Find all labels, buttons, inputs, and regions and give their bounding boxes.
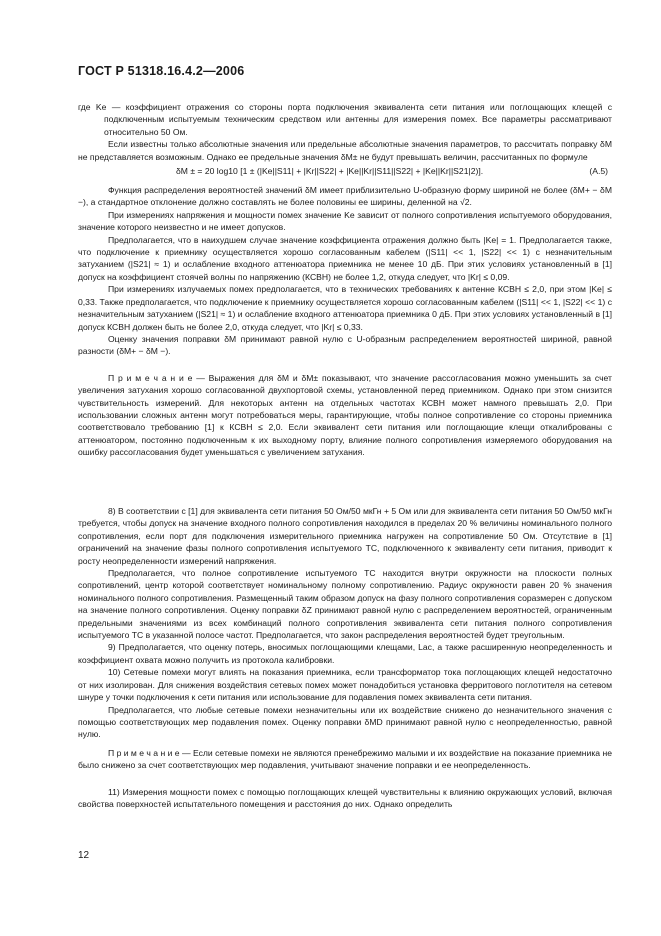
text-block-footnotes (78, 505, 612, 810)
paragraph-definition: где Ke — коэффициент отражения со стороны порта подключения эквивалента сети питания или поглощающих клещей с подключенным испытуемым техническим средством или антенны для измерения помех. Все параметры рассматривают относительно 50 Ом. (78, 102, 612, 137)
paragraph: Предполагается, что любые сетевые помехи незначительны или их воздействие снижено до незначительного значения с помощью соответствующих мер подавления помех. Оценку поправки δMD принимают равной нулю с неопределенностью, равной нулю. (78, 704, 612, 740)
paragraph: Предполагается, что в наихудшем случае значение коэффициента отражения должно быть |Ke| = 1. Предполагается также, что подключение к приемнику осуществляется хорошо согласованным кабелем (|S11| << 1, |S22| << 1) с незначительным затуханием (|S21| ≈ 1) и ослабление входного аттенюатора приемника не менее 10 дБ. При этих условиях установленный в [1] допуск на коэффициент стоячей волны по напряжению (КСВН) не более 1,2, откуда следует, что |Kr| ≤ 0,09. (78, 234, 612, 282)
paragraph: При измерениях напряжения и мощности помех значение Ke зависит от полного сопротивления испытуемого оборудования, значение которого неизвестно и не имеет допусков. (78, 209, 612, 233)
paragraph: Предполагается, что полное сопротивление испытуемого ТС находится внутри окружности на плоскости полных сопротивлений, центр которой соответствует номинальному полному сопротивлению. Радиус окружности равен 20 % значения номинального полного сопротивления. Размещенный таким образом допуск на фазу полного сопротивления соразмерен с допуском на значение полного сопротивления. Оценку поправки δZ принимают равной нулю с распределением вероятностей, ограниченным предельными значениями из всех комбинаций полного сопротивления эквивалента сети питания полного сопротивления испытуемого ТС в указанной полосе частот. Предполагается, что закон распределения вероятностей будет треугольным. (78, 568, 612, 641)
paragraph: При измерениях излучаемых помех предполагается, что в технических требованиях к антенне КСВН ≤ 2,0, при этом |Ke| ≤ 0,33. Также предполагается, что подключение к приемнику осуществляется хорошо согласованным кабелем (|S11| << 1, |S22| << 1) с незначительным затуханием (|S21| ≈ 1) и ослабление входного аттенюатора приемника 0 дБ. При этих условиях установленный в [1] допуск КСВН должен быть не более 2,0, откуда следует, что |Kr| ≤ 0,33. (78, 284, 612, 332)
formula-expression: δM ± = 20 log10 [1 ± (|Ke||S11| + |Kr||S22| + |Ke||Kr||S11||S22| + |Ke||Kr||S21|2)]. (176, 166, 484, 177)
page-number: 12 (78, 850, 90, 861)
note-paragraph: П р и м е ч а н и е — Выражения для δM и δM± показывают, что значение рассогласования можно уменьшить за счет увеличения затухания хорошо согласованной двухпортовой схемы, установленной перед приемником. Однако при этом снизится чувствительность измерений. Для некоторых антенн на отдельных частотах КСВН может намного превышать 2,0. При использовании сложных антенн могут потребоваться меры, гарантирующие, чтобы полное сопротивление со стороны приемника соответствовало требованию [1] к КСВН ≤ 2,0. Если эквивалент сети питания или поглощающие клещи откалиброваны с аттенюатором, постоянно подключенным к их выходному порту, влияние полного сопротивления измеряемого оборудования на ошибку рассогласования будет уменьшаться с увеличением затухания. (78, 372, 612, 458)
footnote-9: 9) Предполагается, что оценку потерь, вносимых поглощающими клещами, Lac, а также расширенную неопределенность и коэффициент охвата можно получить из протокола калибровки. (78, 642, 612, 665)
footnote-11: 11) Измерения мощности помех с помощью поглощающих клещей чувствительны к влиянию окружающих условий, включая свойства поверхностей испытательного помещения и расстояния до них. Однако определить (78, 786, 612, 809)
note-paragraph: П р и м е ч а н и е — Если сетевые помехи не являются пренебрежимо малыми и их воздействие на показание приемника не было снижено за счет соответствующих мер подавления, учитывают значение поправки и ее неопределенность. (78, 747, 612, 771)
paragraph: Оценку значения поправки δM принимают равной нулю с U-образным распределением вероятностей шириной, равной разности (δM+ − δM −). (78, 333, 612, 357)
footnote-8: 8) В соответствии с [1] для эквивалента сети питания 50 Ом/50 мкГн + 5 Ом или для эквивалента сети питания 50 Ом/50 мкГн требуется, чтобы допуск на значение входного полного сопротивления находился в пределах 20 % величины номинального полного сопротивления, если порт для подключения измерительного приемника нагружен на сопротивление 50 Ом. Отсутствие в [1] ограничений на значение фазы полного сопротивления испытуемого ТС, подключенного к эквиваленту сети питания, приводит к росту неопределенности измерений напряжения. (78, 506, 612, 566)
formula-a5 (78, 165, 612, 180)
footnote-10: 10) Сетевые помехи могут влиять на показания приемника, если трансформатор тока поглощающих клещей недостаточно от них изолирован. Для снижения воздействия сетевых помех может понадобиться установка ферритового поглотителя на сетевом шнуре у точки подключения к сети питания или использование для подавления помех эквивалента сети питания. (78, 667, 612, 703)
paragraph: Если известны только абсолютные значения или предельные абсолютные значения параметров, то рассчитать поправку δM не представляется возможным. Однако ее предельные значения δM± не будут превышать величин, рассчитанных по формуле (78, 139, 612, 162)
page-header-title: ГОСТ Р 51318.16.4.2—2006 (78, 64, 245, 78)
paragraph: Функция распределения вероятностей значений δM имеет приблизительно U-образную форму шириной не более (δM+ − δM −), а стандартное отклонение должно составлять не более половины ее ширины, деленной на √2. (78, 185, 612, 208)
formula-number: (A.5) (589, 166, 608, 177)
text-block-top (78, 101, 612, 459)
